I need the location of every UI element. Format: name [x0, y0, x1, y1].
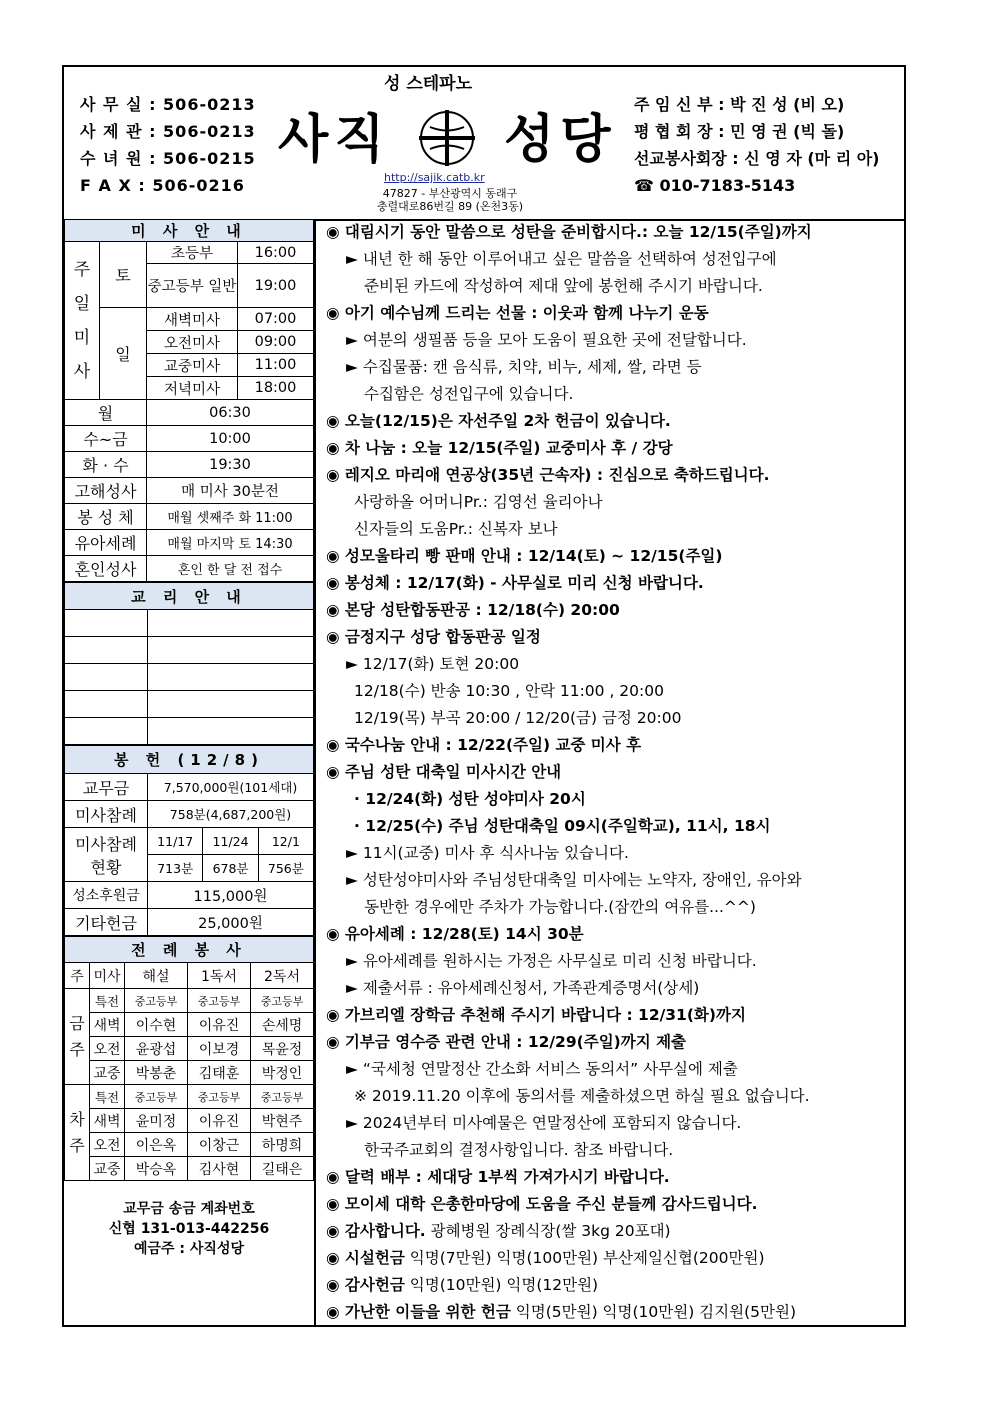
contact-phone: ☎ 010-7183-5143: [634, 176, 796, 195]
notice-line: ◉ 기부금 영수증 관련 안내 : 12/29(주일)까지 제출: [326, 1033, 687, 1051]
bulletin-frame: [62, 65, 906, 1327]
mass-name: 초등부: [147, 242, 238, 264]
notice-detail: 광혜병원 장례식장(쌀 3kg 20포대): [425, 1222, 671, 1240]
weekday-name: 수~금: [65, 426, 147, 452]
notice-line: 준비된 카드에 작성하여 제대 앞에 봉헌해 주시기 바랍니다.: [364, 277, 763, 295]
service-heading: 전 례 봉 사: [65, 937, 314, 963]
service-person: 길태은: [251, 1157, 314, 1181]
doctrine-heading: 교 리 안 내: [65, 583, 314, 610]
weekday-time: 매월 마지막 토 14:30: [147, 530, 314, 556]
notice-line: ◉ 주님 성탄 대축일 미사시간 안내: [326, 763, 562, 781]
notice-line: ◉ 레지오 마리애 연공상(35년 근속자) : 진심으로 축하드립니다.: [326, 466, 770, 484]
contact-office: 사 무 실 : 506-0213: [80, 95, 256, 114]
notice-line: ◉ 본당 성탄합동판공 : 12/18(수) 20:00: [326, 601, 620, 619]
notice-line: 12/19(목) 부곡 20:00 / 12/20(금) 금정 20:00: [354, 709, 682, 727]
notice-line: ◉ 오늘(12/15)은 자선주일 2차 헌금이 있습니다.: [326, 412, 671, 430]
service-person: 중고등부: [188, 989, 251, 1013]
weekday-name: 화 · 수: [65, 452, 147, 478]
notices-column: [316, 219, 904, 1325]
weekday-name: 월: [65, 400, 147, 426]
this-week-label: 금 주: [65, 989, 90, 1085]
address: [350, 187, 550, 213]
sacred-value: 115,000원: [148, 882, 314, 909]
mass-name: 중고등부 일반: [147, 264, 238, 308]
notice-detail: 익명(7만원) 익명(100만원) 부산제일신협(200만원): [404, 1249, 765, 1267]
bank-info: [64, 1181, 314, 1259]
mass-heading: 미 사 안 내: [65, 220, 314, 242]
service-mass: 특전: [90, 989, 125, 1013]
notice-heading: ◉ 가난한 이들을 위한 헌금: [326, 1303, 511, 1321]
doctrine-cell: [65, 718, 148, 745]
mass-time: 11:00: [238, 354, 314, 377]
mass-name: 교중미사: [147, 354, 238, 377]
notice-line: 12/18(수) 반송 10:30 , 안락 11:00 , 20:00: [354, 682, 664, 700]
notice-line: ◉ 대림시기 동안 말씀으로 성탄을 준비합시다.: 오늘 12/15(주일)까지: [326, 223, 812, 241]
mass-name: 오전미사: [147, 331, 238, 354]
parish-logo-icon: [416, 107, 478, 169]
notice-line: ◉ 봉성체 : 12/17(화) - 사무실로 미리 신청 바랍니다.: [326, 574, 704, 592]
notice-line: ► 내년 한 해 동안 이루어내고 싶은 말씀을 선택하여 성전입구에: [346, 250, 777, 268]
service-person: 박정인: [251, 1061, 314, 1085]
notice-line: · 12/24(화) 성탄 성야미사 20시: [354, 790, 586, 808]
service-person: 하명희: [251, 1133, 314, 1157]
weekday-time: 10:00: [147, 426, 314, 452]
notice-line: ► 12/17(화) 토현 20:00: [346, 655, 520, 673]
mass-table: [64, 219, 314, 582]
service-person: 김사현: [188, 1157, 251, 1181]
service-person: 이은옥: [125, 1133, 188, 1157]
service-mass: 오전: [90, 1037, 125, 1061]
address-line2: 충렬대로86번길 89 (온천3동): [376, 200, 524, 213]
contact-fax: F A X : 506-0216: [80, 176, 245, 195]
doctrine-cell: [65, 664, 148, 691]
service-person: 이창근: [188, 1133, 251, 1157]
status-count: 678분: [203, 855, 258, 882]
notice-line: 사랑하올 어머니Pr.: 김영선 율리아나: [354, 493, 603, 511]
service-mass: 특전: [90, 1085, 125, 1109]
mass-time: 07:00: [238, 308, 314, 331]
bank-line3: 예금주 : 사직성당: [133, 1241, 244, 1257]
weekday-time: 매 미사 30분전: [147, 478, 314, 504]
title-right: 성당: [504, 110, 617, 170]
service-person: 중고등부: [251, 989, 314, 1013]
left-column: [64, 219, 316, 1325]
doctrine-cell: [65, 637, 148, 664]
notice-line: ► 여분의 생필품 등을 모아 도움이 필요한 곳에 전달합니다.: [346, 331, 747, 349]
notice-line: 신자들의 도움Pr.: 신복자 보나: [354, 520, 558, 538]
service-person: 이유진: [188, 1013, 251, 1037]
contact-council: 평 협 회 장 : 민 영 권 (빅 돌): [634, 122, 845, 141]
notice-line: ► “국세청 연말정산 간소화 서비스 동의서” 사무실에 제출: [346, 1060, 738, 1078]
notice-detail: 익명(5만원) 익명(10만원) 김지원(5만원): [510, 1303, 797, 1321]
address-line1: 47827 - 부산광역시 동래구: [382, 187, 518, 200]
saturday-label: 토: [100, 242, 147, 308]
doctrine-cell: [148, 664, 314, 691]
doctrine-cell: [148, 610, 314, 637]
service-person: 이수현: [125, 1013, 188, 1037]
notices-list: [316, 219, 904, 1326]
service-person: 중고등부: [251, 1085, 314, 1109]
bank-line1: 교무금 송금 계좌번호: [123, 1201, 255, 1217]
next-week-label: 차 주: [65, 1085, 90, 1181]
mass-time: 16:00: [238, 242, 314, 264]
mass-time: 19:00: [238, 264, 314, 308]
notice-line: ► 유아세례를 원하시는 가정은 사무실로 미리 신청 바랍니다.: [346, 952, 757, 970]
doctrine-cell: [148, 637, 314, 664]
service-mass: 새벽: [90, 1013, 125, 1037]
service-person: 중고등부: [125, 1085, 188, 1109]
service-col: 미사: [90, 963, 125, 989]
weekday-name: 봉 성 체: [65, 504, 147, 530]
weekday-time: 19:30: [147, 452, 314, 478]
service-mass: 새벽: [90, 1109, 125, 1133]
service-col: 1독서: [188, 963, 251, 989]
doctrine-table: [64, 582, 314, 745]
notice-line: ◉ 유아세례 : 12/28(토) 14시 30분: [326, 925, 584, 943]
contact-convent: 수 녀 원 : 506-0215: [80, 149, 256, 168]
service-col: 2독서: [251, 963, 314, 989]
weekday-time: 06:30: [147, 400, 314, 426]
service-person: 손세명: [251, 1013, 314, 1037]
doctrine-cell: [65, 610, 148, 637]
service-col: 해설: [125, 963, 188, 989]
patron-saint: 성 스테파노: [384, 74, 473, 94]
notice-line: ◉ 가브리엘 장학금 추천해 주시기 바랍니다 : 12/31(화)까지: [326, 1006, 746, 1024]
gyomu-value: 7,570,000원(101세대): [148, 774, 314, 801]
offering-table: [64, 745, 314, 936]
notice-heading: ◉ 시설헌금: [326, 1249, 405, 1267]
notice-line: 한국주교회의 결정사항입니다. 참조 바랍니다.: [364, 1141, 674, 1159]
weekday-name: 고해성사: [65, 478, 147, 504]
service-person: 중고등부: [188, 1085, 251, 1109]
service-mass: 교중: [90, 1061, 125, 1085]
mass-name: 저녁미사: [147, 377, 238, 400]
status-count: 756분: [258, 855, 313, 882]
service-person: 박승옥: [125, 1157, 188, 1181]
other-label: 기타헌금: [65, 909, 148, 936]
notice-line: ► 11시(교중) 미사 후 식사나눔 있습니다.: [346, 844, 629, 862]
service-person: 김태훈: [188, 1061, 251, 1085]
sunday-day-label: 일: [100, 308, 147, 400]
notice-line: ◉ 달력 배부 : 세대당 1부씩 가져가시기 바랍니다.: [326, 1168, 670, 1186]
status-date: 12/1: [258, 828, 313, 855]
notice-line: ◉ 차 나눔 : 오늘 12/15(주일) 교중미사 후 / 강당: [326, 439, 673, 457]
service-person: 목윤정: [251, 1037, 314, 1061]
contacts-left: [80, 91, 256, 199]
other-value: 25,000원: [148, 909, 314, 936]
status-date: 11/24: [203, 828, 258, 855]
contact-rectory: 사 제 관 : 506-0213: [80, 122, 256, 141]
notice-heading: ◉ 감사헌금: [326, 1276, 405, 1294]
missa-label: 미사참례: [65, 801, 148, 828]
notice-line: ► 제출서류 : 유아세례신청서, 가족관계증명서(상세): [346, 979, 700, 997]
doctrine-cell: [148, 691, 314, 718]
weekday-time: 매월 셋째주 화 11:00: [147, 504, 314, 530]
contact-pastor: 주 임 신 부 : 박 진 성 (비 오): [634, 95, 845, 114]
offering-heading: 봉 헌 (12/8): [65, 746, 314, 774]
notice-line: ◉ 아기 예수님께 드리는 선물 : 이웃과 함께 나누기 운동: [326, 304, 709, 322]
notice-line: 수집함은 성전입구에 있습니다.: [364, 385, 574, 403]
notice-line: ► 수집물품: 캔 음식류, 치약, 비누, 세제, 쌀, 라면 등: [346, 358, 702, 376]
notice-line: ◉ 성모울타리 빵 판매 안내 : 12/14(토) ~ 12/15(주일): [326, 547, 723, 565]
title-left: 사직: [278, 110, 391, 170]
notice-line: [326, 1272, 904, 1299]
weekday-name: 혼인성사: [65, 556, 147, 582]
bank-line2: 신협 131-013-442256: [108, 1221, 270, 1237]
status-label: 미사참례 현황: [65, 828, 148, 882]
contact-mission: 선교봉사회장 : 신 영 자 (마 리 아): [634, 149, 880, 168]
missa-value: 758분(4,687,200원): [148, 801, 314, 828]
notice-line: [326, 1299, 904, 1326]
service-person: 윤광섭: [125, 1037, 188, 1061]
weekday-name: 유아세례: [65, 530, 147, 556]
sacred-label: 성소후원금: [65, 882, 148, 909]
website-link[interactable]: http://sajik.catb.kr: [384, 171, 485, 184]
weekday-time: 혼인 한 달 전 접수: [147, 556, 314, 582]
notice-line: 동반한 경우에만 주차가 가능합니다.(잠깐의 여유를...^^): [364, 898, 756, 916]
gyomu-label: 교무금: [65, 774, 148, 801]
service-person: 윤미정: [125, 1109, 188, 1133]
mass-time: 18:00: [238, 377, 314, 400]
notice-line: [326, 1245, 904, 1272]
notice-line: [326, 1218, 904, 1245]
contacts-right: [634, 91, 894, 199]
notice-line: ► 성탄성야미사와 주님성탄대축일 미사에는 노약자, 장애인, 유아와: [346, 871, 802, 889]
notice-line: ◉ 모이세 대학 은총한마당에 도움을 주신 분들께 감사드립니다.: [326, 1195, 758, 1213]
notice-line: ◉ 금정지구 성당 합동판공 일정: [326, 628, 541, 646]
notice-heading: ◉ 감사합니다.: [326, 1222, 426, 1240]
mass-time: 09:00: [238, 331, 314, 354]
service-col: 주: [65, 963, 90, 989]
notice-line: · 12/25(수) 주님 성탄대축일 09시(주일학교), 11시, 18시: [354, 817, 771, 835]
service-mass: 오전: [90, 1133, 125, 1157]
service-person: 박봉춘: [125, 1061, 188, 1085]
status-count: 713분: [148, 855, 203, 882]
service-person: 중고등부: [125, 989, 188, 1013]
notice-detail: 익명(10만원) 익명(12만원): [404, 1276, 599, 1294]
mass-name: 새벽미사: [147, 308, 238, 331]
service-person: 이보경: [188, 1037, 251, 1061]
service-person: 이유진: [188, 1109, 251, 1133]
status-date: 11/17: [148, 828, 203, 855]
notice-line: ※ 2019.11.20 이후에 동의서를 제출하셨으면 하실 필요 없습니다.: [354, 1087, 810, 1105]
notice-line: ► 2024년부터 미사예물은 연말정산에 포함되지 않습니다.: [346, 1114, 742, 1132]
header: [64, 67, 904, 221]
service-table: [64, 936, 314, 1181]
notice-line: ◉ 국수나눔 안내 : 12/22(주일) 교중 미사 후: [326, 736, 642, 754]
service-person: 박현주: [251, 1109, 314, 1133]
service-mass: 교중: [90, 1157, 125, 1181]
doctrine-cell: [148, 718, 314, 745]
sunday-label: 주 일 미 사: [65, 242, 100, 400]
doctrine-cell: [65, 691, 148, 718]
